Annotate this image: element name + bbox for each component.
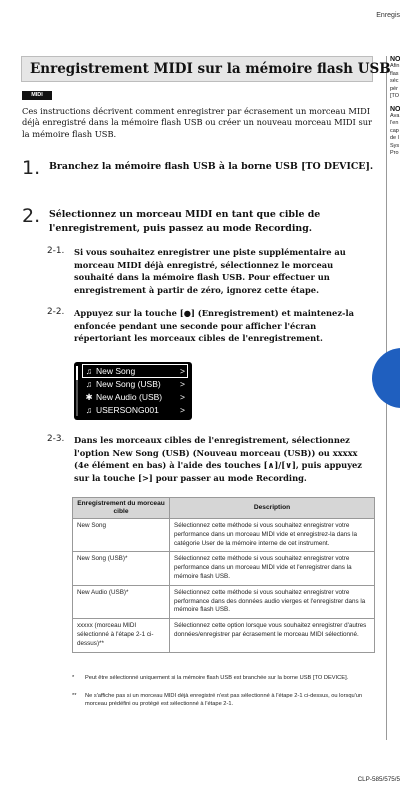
chapter-tab-marker (372, 348, 400, 408)
side-note-line: [TO (390, 93, 400, 99)
table-cell-description: Sélectionnez cette option lorsque vous souhaitez enregistrer d'autres données/enregistrer par écrasement le morceau MIDI sélectionné. (170, 619, 375, 652)
table-cell-description: Sélectionnez cette méthode si vous souhaitez enregistrer votre performance dans un morceau MIDI vide et enregistrez-la dans la catégorie User de la mémoire interne de cet instrument. (170, 519, 375, 552)
page-footer-model: CLP-585/575/5 (357, 776, 400, 783)
chevron-right-icon: > (180, 405, 185, 415)
display-row-new-audio-usb (83, 391, 187, 403)
display-row-label: New Song (USB) (96, 379, 161, 389)
chevron-right-icon: > (180, 379, 185, 389)
substep-number: 2-3. (47, 434, 65, 444)
side-note-line: pér (390, 85, 398, 92)
substep-2-3 (47, 434, 375, 484)
instrument-display-screen (74, 362, 192, 420)
substep-2-1 (47, 246, 375, 296)
footnote-1 (72, 674, 377, 682)
substep-number: 2-2. (47, 307, 65, 317)
display-row-usersong001 (83, 404, 187, 416)
table-row (73, 552, 375, 585)
side-note-line: l'en (390, 120, 399, 126)
music-note-icon: ♫ (85, 366, 93, 376)
display-row-label: New Audio (USB) (96, 392, 163, 402)
side-note-heading: NO (390, 105, 400, 113)
substep-number: 2-1. (47, 246, 65, 256)
step-number: 1. (22, 157, 41, 179)
chevron-right-icon: > (180, 366, 185, 376)
table-cell-target: New Song (USB)* (73, 552, 170, 585)
side-note-line: Sys (390, 142, 400, 149)
table-cell-target: New Song (73, 519, 170, 552)
music-note-icon: ♫ (85, 405, 93, 415)
table-cell-target: xxxxx (morceau MIDI sélectionné à l'étape 2-1 ci-dessus)** (73, 619, 170, 652)
step-number: 2. (22, 205, 41, 227)
chevron-right-icon: > (180, 392, 185, 402)
audio-icon: ✱ (85, 392, 93, 402)
footnote-mark: ** (72, 693, 77, 699)
table-row (73, 619, 375, 652)
step-2 (22, 205, 374, 236)
midi-badge: MIDI (22, 91, 52, 100)
table-row (73, 585, 375, 618)
column-header-target: Enregistrement du morceau cible (73, 498, 170, 519)
step-text: Sélectionnez un morceau MIDI en tant que cible de l'enregistrement, puis passez au mode Recording. (49, 209, 321, 234)
table-cell-description: Sélectionnez cette méthode si vous souhaitez enregistrer votre performance dans des données audio vierges et l'enregistrer dans la mémoire flash USB. (170, 585, 375, 618)
display-row-label: New Song (96, 366, 136, 376)
step-1 (22, 157, 374, 179)
side-note-line: Afin (390, 63, 400, 69)
display-row-new-song (83, 365, 187, 377)
substep-text: Appuyez sur la touche [●] (Enregistrement) et maintenez-la enfoncée pendant une seconde pour afficher l'écran répertoriant les morceaux cibles de l'enregistrement. (74, 308, 354, 344)
footnote-2 (72, 692, 377, 708)
step-text: Branchez la mémoire flash USB à la borne USB [TO DEVICE]. (49, 161, 374, 172)
substep-text: Dans les morceaux cibles de l'enregistrement, sélectionnez l'option New Song (USB) (Nouveau morceau (USB)) ou xxxxx (4e élément en bas) à l'aide des touches [∧]/[∨], puis appuyez sur la touche [>] pour passer au mode Recording. (74, 435, 363, 483)
table-header-row (73, 498, 375, 519)
table-row (73, 519, 375, 552)
table-cell-target: New Audio (USB)* (73, 585, 170, 618)
recording-targets-table (72, 497, 375, 653)
display-row-label: USERSONG001 (96, 405, 159, 415)
side-note-heading: NO (390, 56, 400, 63)
side-note-line: cap (390, 127, 399, 134)
page-title: Enregistrement MIDI sur la mémoire flash USB (30, 61, 391, 77)
table-cell-description: Sélectionnez cette méthode si vous souhaitez enregistrer votre performance dans un morceau MIDI vide et l'enregistrer dans la mémoire flash USB. (170, 552, 375, 585)
music-note-icon: ♫ (85, 379, 93, 389)
substep-text: Si vous souhaitez enregistrer une piste supplémentaire au morceau MIDI déjà enregistré, sélectionnez le morceau souhaité dans la mémoire flash USB. Pour effectuer un enregistrement à partir de zéro, ignorez cette étape. (74, 247, 346, 295)
side-note-line: Ava (390, 112, 400, 119)
display-scrollbar (76, 366, 78, 416)
substep-2-2 (47, 307, 375, 345)
side-note-line: Pro (390, 150, 399, 156)
footnote-text: Ne s'affiche pas si un morceau MIDI déjà enregistré n'est pas sélectionné à l'étape 2-1 ci-dessus, ou lorsqu'un morceau prédéfini ou protégé est sélectionné à l'étape 2-1. (85, 693, 363, 707)
running-head: Enregis (376, 12, 400, 19)
footnote-mark: * (72, 675, 75, 681)
side-note-line: flas (390, 70, 399, 77)
intro-paragraph: Ces instructions décrivent comment enregistrer par écrasement un morceau MIDI déjà enregistré dans la mémoire flash USB ou créer un nouveau morceau MIDI sur la mémoire flash USB. (22, 106, 373, 139)
section-title-box (21, 56, 391, 82)
column-header-description: Description (170, 498, 375, 519)
side-note-line: séc (390, 78, 399, 84)
display-row-new-song-usb (83, 378, 187, 390)
side-note-line: de l (390, 135, 399, 141)
footnote-text: Peut être sélectionné uniquement si la mémoire flash USB est branchée sur la borne USB [TO DEVICE]. (85, 675, 349, 681)
